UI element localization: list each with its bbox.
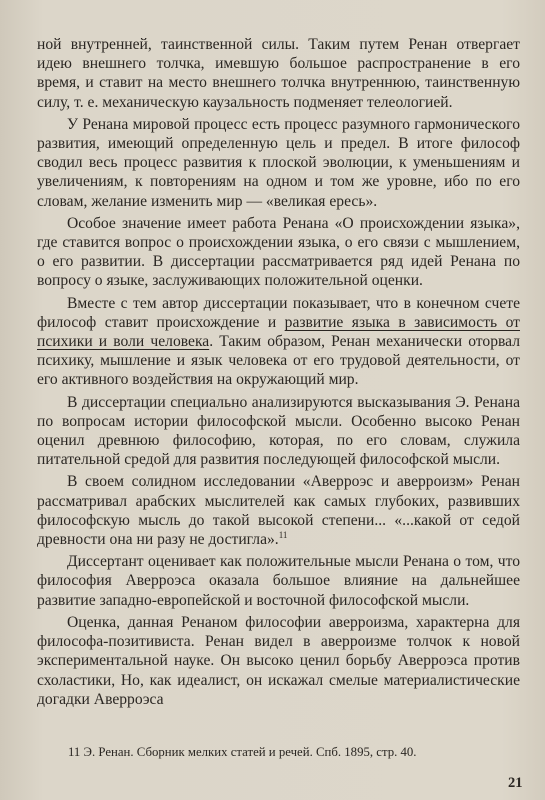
footnote-mark: 11 <box>278 529 288 540</box>
p4-before: Вместе с тем автор диссертации показывает, что в конечном счете философ ставит происхождение и <box>37 294 520 331</box>
paragraph-history-of-philosophy: В диссертации специально анализируются высказывания Э. Ренана по вопросам истории философской мысли. Особенно высоко Ренан оценил древнюю философию, которая, по его словам, служила питательной средой для развития последующей философской мысли. <box>37 393 520 469</box>
page-number: 21 <box>508 775 523 791</box>
footnote: 11 Э. Ренан. Сборник мелких статей и речей. Спб. 1895, стр. 40. <box>68 745 417 759</box>
paragraph-averroes-influence: Диссертант оценивает как положительные мысли Ренана о том, что философия Аверроэса оказала большое влияние на дальнейшее развитие западно-европейской и восточной философской мысли. <box>37 553 520 609</box>
paragraph-renan-world-process: У Ренана мировой процесс есть процесс разумного гармонического развития, имеющий определенную цель и предел. В итоге философ сводил весь процесс развития к плоской эволюции, к уменьшениям и увеличениям, к повторениям на одном и том же уровне, ибо по его словам, желание изменить мир — «великая ересь». <box>37 115 520 210</box>
paragraph-psyche-and-will <box>37 294 520 390</box>
p4-after: . Таким образом, Ренан механически оторвал психику, мышление и язык человека от его трудовой деятельности, от его активного воздействия на окружающий мир. <box>37 333 520 389</box>
body-text <box>37 35 520 709</box>
paragraph-averroism-assessment: Оценка, данная Ренаном философии аверроизма, характерна для философа-позитивиста. Ренан видел в аверроизме толчок к новой экспериментальной науке. Он высоко ценил борьбу Аверроэса против схоластики, Но, как идеалист, он искажал смелые материалистические догадки Аверроэса <box>37 613 520 708</box>
paragraph-continuation: ной внутренней, таинственной силы. Таким путем Ренан отвергает идею внешнего толчка, имевшую большое распространение в его время, и ставит на место внешнего толчка внутреннюю, таинственную силу, т. е. механическую каузальность подменяет телеологией. <box>37 36 520 111</box>
p6-text: В своем солидном исследовании «Аверроэс и аверроизм» Ренан рассматривал арабских мыслителей как самых глубоких, развивших философскую мысль до такой высокой степени... «...какой от седой древности она ни разу не достигла». <box>37 473 520 549</box>
paragraph-origin-of-language: Особое значение имеет работа Ренана «О происхождении языка», где ставится вопрос о происхождении языка, о его связи с мышлением, о его развитии. В диссертации рассматривается ряд идей Ренана по вопросу о языке, заслуживающих положительной оценки. <box>37 214 520 290</box>
paragraph-averroes-study <box>37 472 520 549</box>
underlined-phrase: развитие языка в зависимость от психики и воли человека <box>37 313 520 351</box>
